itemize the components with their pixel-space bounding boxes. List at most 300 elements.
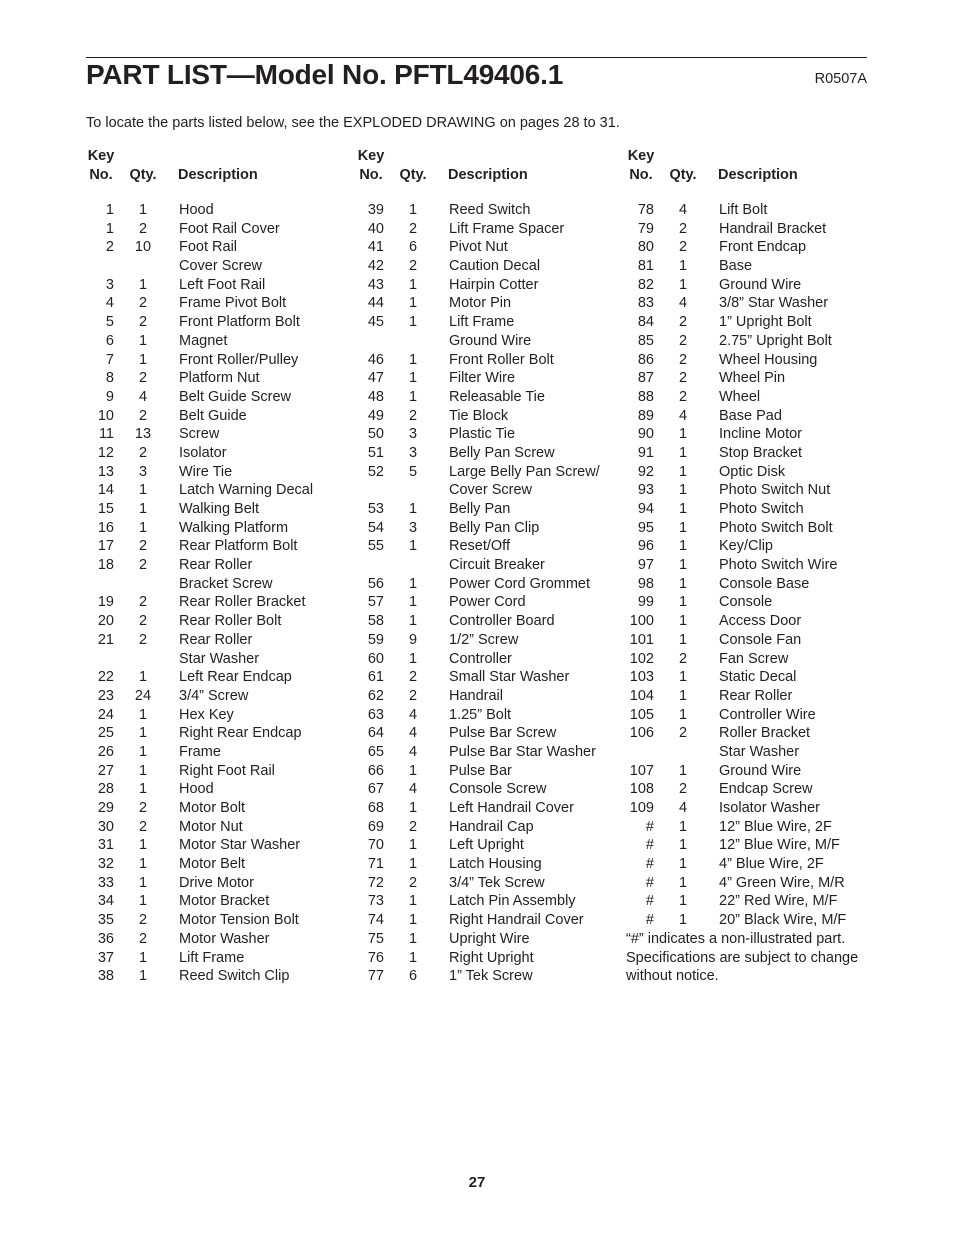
part-key-number: 64: [367, 725, 384, 742]
part-key-number: 104: [629, 687, 654, 704]
part-quantity: 1: [138, 949, 148, 966]
part-key-number: 77: [367, 968, 384, 985]
part-row: [86, 724, 348, 743]
part-key-number: 43: [367, 276, 384, 293]
part-quantity: 1: [408, 276, 418, 293]
part-row: [356, 238, 618, 257]
part-description: Handrail Cap: [449, 818, 534, 835]
part-quantity: 1: [138, 482, 148, 499]
part-quantity: 1: [408, 650, 418, 667]
part-key-number: 21: [97, 631, 114, 648]
part-quantity: 6: [408, 239, 418, 256]
part-key-number: 79: [637, 220, 654, 237]
part-description: Plastic Tie: [449, 426, 516, 443]
part-quantity: 2: [678, 370, 688, 387]
part-quantity: 1: [678, 538, 688, 555]
part-row: [356, 519, 618, 538]
part-row: [356, 388, 618, 407]
part-description: Right Rear Endcap: [179, 725, 302, 742]
part-row: [356, 463, 618, 482]
part-row: [86, 743, 348, 762]
part-description: Front Roller Bolt: [449, 351, 554, 368]
part-description: Upright Wire: [449, 930, 530, 947]
part-key-number: 36: [97, 930, 114, 947]
part-description: Power Cord Grommet: [449, 575, 591, 592]
part-quantity: 2: [678, 388, 688, 405]
part-quantity: 2: [138, 407, 148, 424]
part-quantity: 10: [134, 239, 152, 256]
part-quantity: 1: [408, 295, 418, 312]
part-key-number: 20: [97, 613, 114, 630]
part-description: Handrail Bracket: [719, 220, 827, 237]
part-description: Photo Switch Bolt: [719, 519, 833, 536]
part-key-number: 105: [629, 706, 654, 723]
part-row: [356, 593, 618, 612]
part-row: [356, 818, 618, 837]
part-description: Rear Roller Bolt: [179, 613, 282, 630]
part-description: Bracket Screw: [179, 575, 273, 592]
part-row: [356, 257, 618, 276]
footnote: Specifications are subject to change: [626, 949, 859, 966]
part-row: [86, 818, 348, 837]
part-quantity: 2: [138, 800, 148, 816]
part-row: [86, 407, 348, 426]
part-description: Caution Decal: [449, 258, 541, 275]
part-quantity: 4: [678, 295, 688, 312]
part-description: 3/4” Screw: [179, 687, 249, 704]
part-key-number: 96: [637, 538, 654, 555]
part-description: Endcap Screw: [719, 781, 813, 798]
part-row: [626, 743, 906, 762]
part-key-number: 41: [367, 239, 384, 256]
part-key-number: 5: [105, 314, 114, 331]
part-description: Static Decal: [719, 669, 797, 686]
part-quantity: 1: [408, 202, 418, 218]
part-row: [86, 444, 348, 463]
part-row: [626, 892, 906, 911]
part-key-number: 62: [367, 687, 384, 704]
column-header: [356, 147, 618, 201]
part-quantity: 1: [138, 332, 148, 349]
part-row: [356, 612, 618, 631]
part-row: [86, 892, 348, 911]
part-row: [86, 276, 348, 295]
part-description: Console Fan: [719, 631, 802, 648]
part-row: [626, 481, 906, 500]
part-description: Belt Guide: [179, 407, 247, 424]
part-row: [356, 500, 618, 519]
part-description: Right Handrail Cover: [449, 912, 584, 929]
part-key-number: 50: [367, 426, 384, 443]
part-quantity: 1: [408, 388, 418, 405]
part-quantity: 1: [138, 276, 148, 293]
top-rule: [86, 57, 867, 58]
part-quantity: 2: [408, 818, 418, 835]
part-description: Controller Wire: [719, 706, 816, 723]
part-row: [626, 762, 906, 781]
part-description: Incline Motor: [719, 426, 803, 443]
part-row: [86, 799, 348, 818]
part-quantity: 2: [408, 687, 418, 704]
part-row: [86, 351, 348, 370]
part-description: Wheel Housing: [719, 351, 818, 368]
part-row: [626, 537, 906, 556]
part-row: [86, 238, 348, 257]
part-key-number: 16: [97, 519, 114, 536]
part-row: [356, 874, 618, 893]
header-no: No.: [89, 167, 113, 183]
part-row: [626, 612, 906, 631]
part-key-number: 51: [367, 444, 384, 461]
part-row: [626, 556, 906, 575]
part-key-number: 35: [97, 912, 114, 929]
part-quantity: 2: [138, 930, 148, 947]
part-key-number: 29: [97, 800, 114, 816]
part-key-number: 30: [97, 818, 114, 835]
part-description: Lift Bolt: [719, 202, 768, 218]
part-quantity: 1: [408, 370, 418, 387]
part-description: Stop Bracket: [719, 444, 803, 461]
part-description: Belly Pan Screw: [449, 444, 555, 461]
part-key-number: 108: [629, 781, 654, 798]
part-description: Roller Bracket: [719, 725, 811, 742]
part-quantity: 4: [408, 743, 418, 760]
part-description: Controller Board: [449, 613, 555, 630]
part-key-number: 84: [637, 314, 654, 331]
part-description: Motor Tension Bolt: [179, 912, 299, 929]
part-description: Motor Bolt: [179, 800, 246, 816]
part-key-number: #: [645, 912, 654, 929]
part-row: [86, 537, 348, 556]
part-quantity: 1: [678, 575, 688, 592]
part-row: [626, 855, 906, 874]
part-row: [356, 949, 618, 968]
part-key-number: 81: [637, 258, 654, 275]
part-key-number: 44: [367, 295, 384, 312]
part-quantity: 1: [408, 501, 418, 517]
part-quantity: 1: [678, 687, 688, 704]
part-key-number: 28: [97, 781, 114, 798]
part-key-number: 22: [97, 669, 114, 686]
part-key-number: #: [645, 818, 654, 835]
part-row: [356, 743, 618, 762]
part-key-number: 63: [367, 706, 384, 723]
part-quantity: 2: [138, 818, 148, 835]
part-description: Rear Roller: [179, 557, 253, 574]
part-quantity: 2: [678, 725, 688, 742]
part-row: [626, 668, 906, 687]
part-key-number: 55: [367, 538, 384, 555]
parts-column-1: [86, 147, 348, 986]
part-key-number: 13: [97, 463, 114, 480]
part-description: Handrail: [449, 687, 503, 704]
part-quantity: 1: [408, 613, 418, 630]
part-key-number: 70: [367, 837, 384, 854]
part-quantity: 1: [408, 314, 418, 331]
part-key-number: 90: [637, 426, 654, 443]
part-key-number: 103: [629, 669, 654, 686]
part-key-number: 89: [637, 407, 654, 424]
part-quantity: 1: [138, 874, 148, 891]
part-quantity: 1: [678, 762, 688, 779]
part-quantity: 1: [138, 743, 148, 760]
part-quantity: 1: [678, 613, 688, 630]
part-row: [626, 911, 906, 930]
part-row: [626, 220, 906, 239]
part-quantity: 2: [678, 781, 688, 798]
part-key-number: 11: [98, 426, 114, 443]
part-description: Cover Screw: [449, 482, 532, 499]
part-quantity: 1: [138, 762, 148, 779]
part-description: 20” Black Wire, M/F: [719, 912, 847, 929]
part-description: Rear Roller: [179, 631, 253, 648]
part-quantity: 1: [678, 258, 688, 275]
part-key-number: 76: [367, 949, 384, 966]
part-description: Left Rear Endcap: [179, 669, 292, 686]
part-description: Screw: [179, 426, 220, 443]
part-description: Lift Frame: [449, 314, 515, 331]
part-quantity: 2: [138, 912, 148, 929]
part-description: Belt Guide Screw: [179, 388, 292, 405]
part-description: Front Endcap: [719, 239, 807, 256]
part-key-number: 14: [97, 482, 114, 499]
part-description: Rear Roller: [719, 687, 793, 704]
intro-text: To locate the parts listed below, see the EXPLODED DRAWING on pages 28 to 31.: [86, 115, 620, 131]
part-row: [356, 780, 618, 799]
part-quantity: 1: [138, 669, 148, 686]
part-description: Rear Platform Bolt: [179, 538, 298, 555]
part-key-number: 1: [105, 202, 114, 218]
header-qty: Qty.: [129, 167, 157, 183]
part-quantity: 1: [678, 874, 688, 891]
part-quantity: 3: [408, 426, 418, 443]
part-key-number: 54: [367, 519, 384, 536]
part-key-number: 34: [97, 893, 114, 910]
part-row: [86, 949, 348, 968]
part-description: 12” Blue Wire, 2F: [719, 818, 832, 835]
part-key-number: 107: [629, 762, 654, 779]
part-key-number: 40: [367, 220, 384, 237]
part-description: Belly Pan Clip: [449, 519, 540, 536]
part-row: [626, 313, 906, 332]
part-key-number: 17: [97, 538, 114, 555]
parts-column-2: [356, 147, 618, 986]
part-key-number: 68: [367, 800, 384, 816]
part-row: [86, 930, 348, 949]
part-quantity: 1: [678, 557, 688, 574]
part-quantity: 1: [678, 631, 688, 648]
part-key-number: 93: [637, 482, 654, 499]
part-quantity: 1: [408, 912, 418, 929]
part-row: [86, 612, 348, 631]
part-key-number: 25: [97, 725, 114, 742]
part-description: 1” Tek Screw: [449, 968, 533, 985]
part-key-number: 88: [637, 388, 654, 405]
part-row: [86, 780, 348, 799]
part-description: Controller: [449, 650, 512, 667]
part-description: Walking Belt: [179, 501, 260, 517]
part-quantity: 1: [678, 669, 688, 686]
part-row: [626, 351, 906, 370]
part-quantity: 3: [408, 519, 418, 536]
part-quantity: 1: [138, 856, 148, 873]
part-row: [626, 388, 906, 407]
part-key-number: 85: [637, 332, 654, 349]
part-row: [356, 799, 618, 818]
part-key-number: 106: [629, 725, 654, 742]
part-quantity: 2: [138, 220, 148, 237]
part-quantity: 1: [678, 519, 688, 536]
part-key-number: 102: [629, 650, 654, 667]
part-description: Latch Pin Assembly: [449, 893, 576, 910]
part-row: [86, 836, 348, 855]
part-row: [356, 276, 618, 295]
part-description: Left Upright: [449, 837, 524, 854]
part-description: 3/8” Star Washer: [719, 295, 829, 312]
part-key-number: 72: [367, 874, 384, 891]
part-row: [626, 874, 906, 893]
part-row: [86, 500, 348, 519]
parts-column-3: [626, 147, 906, 986]
part-quantity: 2: [408, 258, 418, 275]
part-row: [356, 911, 618, 930]
part-key-number: 59: [367, 631, 384, 648]
part-key-number: 12: [97, 444, 114, 461]
part-key-number: 86: [637, 351, 654, 368]
part-row: [626, 650, 906, 669]
part-row: [356, 369, 618, 388]
part-key-number: 74: [367, 912, 384, 929]
header-qty: Qty.: [399, 167, 427, 183]
part-quantity: 2: [138, 613, 148, 630]
part-quantity: 1: [138, 706, 148, 723]
part-key-number: #: [645, 837, 654, 854]
part-row: [356, 575, 618, 594]
part-key-number: 66: [367, 762, 384, 779]
part-row: [356, 687, 618, 706]
part-quantity: 2: [138, 444, 148, 461]
part-description: Cover Screw: [179, 258, 262, 275]
part-key-number: 48: [367, 388, 384, 405]
part-description: Optic Disk: [719, 463, 786, 480]
part-quantity: 1: [678, 837, 688, 854]
part-row: [86, 388, 348, 407]
part-row: [626, 201, 906, 220]
part-quantity: 2: [408, 220, 418, 237]
part-quantity: 4: [678, 202, 688, 218]
part-key-number: 100: [629, 613, 654, 630]
part-description: Power Cord: [449, 594, 526, 611]
part-description: Large Belly Pan Screw/: [449, 463, 600, 480]
part-key-number: 57: [367, 594, 384, 611]
part-row: [86, 294, 348, 313]
part-row: [626, 500, 906, 519]
part-row: [86, 519, 348, 538]
part-description: Base: [719, 258, 753, 275]
part-description: Star Washer: [719, 743, 800, 760]
part-quantity: 4: [678, 407, 688, 424]
part-row: [356, 332, 618, 351]
part-row: [86, 257, 348, 276]
part-key-number: 53: [367, 501, 384, 517]
part-description: Pivot Nut: [449, 239, 508, 256]
part-key-number: 78: [637, 202, 654, 218]
part-description: Releasable Tie: [449, 388, 545, 405]
part-description: Motor Star Washer: [179, 837, 301, 854]
part-description: Hood: [179, 781, 214, 798]
part-quantity: 3: [138, 463, 148, 480]
part-key-number: 42: [367, 258, 384, 275]
part-quantity: 1: [408, 837, 418, 854]
part-quantity: 1: [678, 276, 688, 293]
part-description: Hex Key: [179, 706, 234, 723]
part-key-number: 58: [367, 613, 384, 630]
part-key-number: 98: [637, 575, 654, 592]
part-description: Wheel Pin: [719, 370, 786, 387]
part-row: [626, 407, 906, 426]
part-description: Key/Clip: [719, 538, 773, 555]
part-quantity: 3: [408, 444, 418, 461]
part-description: Platform Nut: [179, 370, 260, 387]
part-key-number: 49: [367, 407, 384, 424]
part-row: [626, 593, 906, 612]
part-row: [626, 724, 906, 743]
header-no: No.: [359, 167, 383, 183]
part-row: [86, 220, 348, 239]
part-description: 2.75” Upright Bolt: [719, 332, 832, 349]
part-row: [86, 593, 348, 612]
part-description: Access Door: [719, 613, 802, 630]
part-description: 12” Blue Wire, M/F: [719, 837, 840, 854]
page-title: PART LIST—Model No. PFTL49406.1: [86, 59, 564, 90]
part-quantity: 1: [408, 538, 418, 555]
part-description: Motor Nut: [179, 818, 243, 835]
part-quantity: 2: [138, 538, 148, 555]
part-row: [356, 836, 618, 855]
part-description: Right Upright: [449, 949, 534, 966]
part-row: [356, 407, 618, 426]
header-key: Key: [357, 148, 385, 164]
part-key-number: 38: [97, 968, 114, 985]
part-key-number: 3: [105, 276, 114, 293]
part-description: Left Foot Rail: [179, 276, 266, 293]
part-description: 3/4” Tek Screw: [449, 874, 545, 891]
part-key-number: 23: [97, 687, 114, 704]
part-description: Foot Rail Cover: [179, 220, 280, 237]
part-key-number: 7: [105, 351, 114, 368]
part-quantity: 1: [408, 762, 418, 779]
part-quantity: 1: [678, 706, 688, 723]
part-quantity: 1: [678, 426, 688, 443]
part-description: Circuit Breaker: [449, 557, 545, 574]
part-key-number: 67: [367, 781, 384, 798]
header-description: Description: [178, 167, 258, 183]
part-row: [356, 724, 618, 743]
part-key-number: 83: [637, 295, 654, 312]
part-row: [356, 425, 618, 444]
part-row: [86, 201, 348, 220]
part-description: 22” Red Wire, M/F: [719, 893, 838, 910]
part-quantity: 1: [678, 893, 688, 910]
part-row: [626, 369, 906, 388]
part-key-number: 97: [637, 557, 654, 574]
part-quantity: 4: [408, 725, 418, 742]
part-row: [626, 706, 906, 725]
page-number: 27: [468, 1174, 486, 1191]
part-key-number: 10: [97, 407, 114, 424]
part-quantity: 4: [408, 781, 418, 798]
column-header: [86, 147, 348, 201]
